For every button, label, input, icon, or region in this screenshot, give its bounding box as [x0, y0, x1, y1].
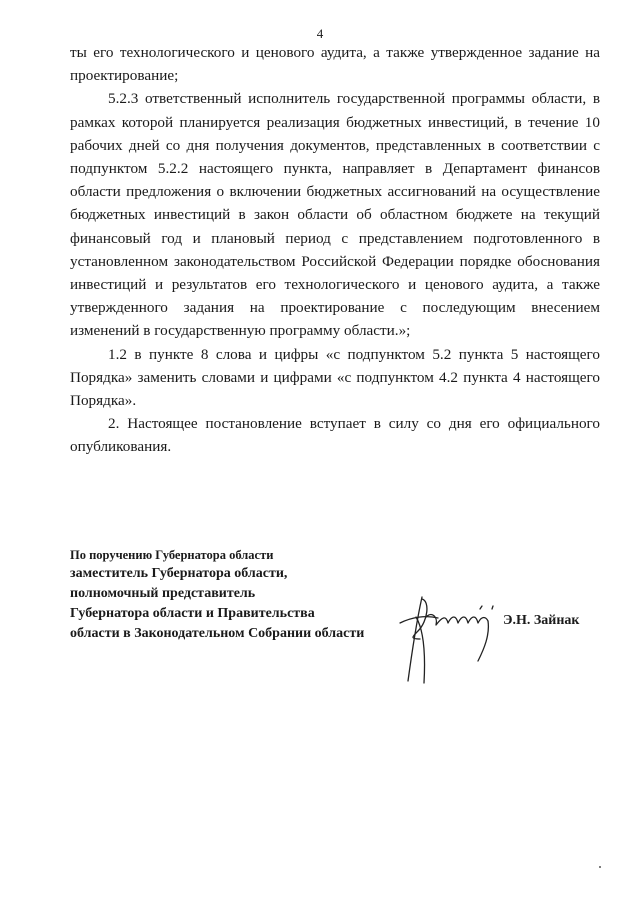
page-number: 4: [316, 26, 324, 41]
paragraph-5-2-3: 5.2.3 ответственный исполнитель государственной программы области, в рамках которой планируется реализация бюджетных инвестиций, в течение 10 рабочих дней со дня получения документов, представленных в соответствии с подпунктом 5.2.2 настоящего пункта, направляет в Департамент финансов области предложения о включении бюджетных ассигнований на осуществление бюджетных инвестиций в закон области об областном бюджете на текущий финансовый год и плановый период с представлением подготовленного в установленном законодательством Российской Федерации порядке обоснования инвестиций и результатов его технологического и ценового аудита, а также утвержденного задания на проектирование с последующим внесением изменений в государственную программу области.»;: [70, 90, 600, 340]
signature-line-2: заместитель Губернатора области,: [70, 566, 288, 581]
paragraph-continuation: ты его технологического и ценового аудита, а также утвержденное задание на проектирование;: [70, 44, 600, 85]
signature-line-3: полномочный представитель: [70, 586, 256, 601]
signature-line-1: По поручению Губернатора области: [70, 548, 274, 562]
signature-line-5: области в Законодательном Собрании области: [70, 626, 365, 641]
signer-name: Э.Н. Зайнак: [503, 613, 580, 628]
handwritten-signature-icon: [392, 587, 504, 687]
document-body: [70, 41, 600, 459]
signature-block: [70, 547, 600, 644]
scan-speck: [599, 866, 601, 868]
paragraph-2: 2. Настоящее постановление вступает в силу со дня его официального опубликования.: [70, 415, 600, 456]
signature-line-4: Губернатора области и Правительства: [70, 606, 315, 621]
paragraph-1-2: 1.2 в пункте 8 слова и цифры «с подпунктом 5.2 пункта 5 настоящего Порядка» заменить словами и цифрами «с подпунктом 4.2 пункта 4 настоящего Порядка».: [70, 345, 600, 410]
